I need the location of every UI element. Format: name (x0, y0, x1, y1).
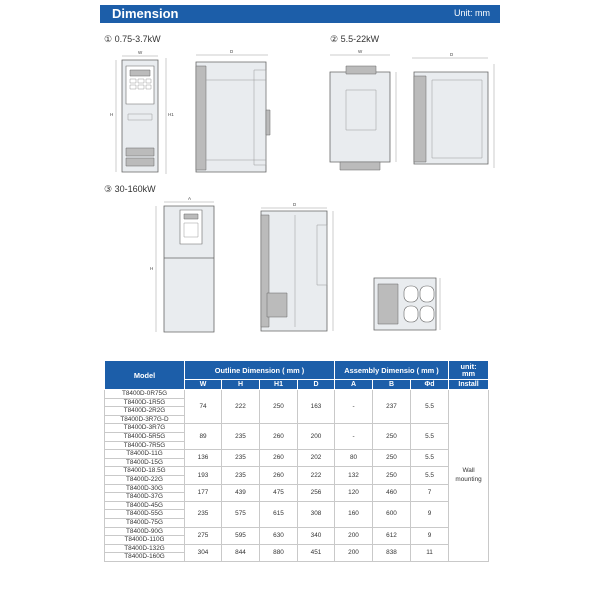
dimension-value-cell: 451 (298, 544, 335, 561)
install-method-cell: Wall mounting (449, 390, 489, 562)
dimension-value-cell: 74 (185, 390, 222, 424)
dimension-value-cell: 615 (260, 501, 298, 527)
unit-label: Unit: mm (454, 8, 490, 18)
table-row (105, 467, 489, 476)
col-d-header: D (298, 380, 335, 390)
model-cell: T8400D-18.5G (105, 467, 185, 476)
dimension-value-cell: 250 (260, 390, 298, 424)
a-dimension-label-large: A (188, 196, 192, 201)
dimension-value-cell: 5.5 (411, 467, 449, 484)
dimension-value-cell: 439 (222, 484, 260, 501)
col-b-header: B (373, 380, 411, 390)
model-cell: T8400D-45G (105, 501, 185, 510)
dimension-value-cell: 9 (411, 501, 449, 527)
dimension-table-body (105, 390, 489, 562)
table-row (105, 527, 489, 536)
dimension-value-cell: 80 (335, 450, 373, 467)
model-cell: T8400D-1R5G (105, 398, 185, 407)
dimension-value-cell: 5.5 (411, 424, 449, 450)
d-dimension-label-medium: D (450, 52, 454, 57)
model-cell: T8400D-30G (105, 484, 185, 493)
table-row (105, 484, 489, 493)
side-view-small (190, 50, 280, 175)
dimension-value-cell: 460 (373, 484, 411, 501)
dimension-value-cell: - (335, 390, 373, 424)
h1-dimension-label: H1 (168, 112, 174, 117)
model-cell: T8400D-15G (105, 458, 185, 467)
section-label-medium: ② 5.5-22kW (330, 34, 380, 44)
dimension-value-cell: 340 (298, 527, 335, 544)
col-a-header: A (335, 380, 373, 390)
dimension-value-cell: 235 (185, 501, 222, 527)
dimension-value-cell: 250 (373, 424, 411, 450)
dimension-value-cell: 160 (335, 501, 373, 527)
dimension-value-cell: 200 (298, 424, 335, 450)
col-h-header: H (222, 380, 260, 390)
model-cell: T8400D-55G (105, 510, 185, 519)
dimension-value-cell: 595 (222, 527, 260, 544)
model-cell: T8400D-75G (105, 518, 185, 527)
dimension-value-cell: 844 (222, 544, 260, 561)
model-cell: T8400D-160G (105, 553, 185, 562)
model-cell: T8400D-132G (105, 544, 185, 553)
dimension-value-cell: 600 (373, 501, 411, 527)
model-cell: T8400D-3R7G (105, 424, 185, 433)
model-cell: T8400D-7R5G (105, 441, 185, 450)
dimension-value-cell: 177 (185, 484, 222, 501)
col-w-header: W (185, 380, 222, 390)
table-row (105, 424, 489, 433)
col-install-header: Install (449, 380, 489, 390)
dimension-value-cell: 9 (411, 527, 449, 544)
dimension-value-cell: 256 (298, 484, 335, 501)
table-row (105, 544, 489, 553)
dimension-value-cell: 880 (260, 544, 298, 561)
section-label-large: ③ 30-160kW (104, 184, 156, 194)
dimension-value-cell: 235 (222, 450, 260, 467)
side-view-large (255, 202, 340, 333)
dimension-value-cell: 250 (373, 467, 411, 484)
dimension-value-cell: 163 (298, 390, 335, 424)
table-row (105, 501, 489, 510)
dimension-value-cell: 260 (260, 450, 298, 467)
dimension-value-cell: 235 (222, 467, 260, 484)
col-phid-header: Φd (411, 380, 449, 390)
dimension-value-cell: 5.5 (411, 450, 449, 467)
h-dimension-label: H (110, 112, 114, 117)
dimension-value-cell: 250 (373, 450, 411, 467)
dimension-value-cell: 11 (411, 544, 449, 561)
dimension-value-cell: 838 (373, 544, 411, 561)
model-cell: T8400D-110G (105, 536, 185, 545)
front-view-medium (320, 50, 405, 175)
h-dimension-label-large: H (150, 266, 154, 271)
front-view-small (108, 50, 173, 175)
dimension-value-cell: - (335, 424, 373, 450)
dimension-value-cell: 235 (222, 424, 260, 450)
dimension-value-cell: 275 (185, 527, 222, 544)
model-header: Model (105, 361, 185, 390)
model-cell: T8400D-22G (105, 475, 185, 484)
dimension-value-cell: 222 (298, 467, 335, 484)
table-row (105, 390, 489, 399)
outline-dimension-header: Outline Dimension ( mm ) (185, 361, 335, 380)
dimension-value-cell: 475 (260, 484, 298, 501)
dimension-value-cell: 200 (335, 544, 373, 561)
assembly-dimension-header: Assembly Dimensio ( mm ) (335, 361, 449, 380)
table-row (105, 450, 489, 459)
model-cell: T8400D-3R7G-D (105, 415, 185, 424)
page-header (100, 5, 500, 23)
model-cell: T8400D-0R75G (105, 390, 185, 399)
dimension-table (104, 360, 489, 562)
model-cell: T8400D-2R2G (105, 407, 185, 416)
dimension-value-cell: 200 (335, 527, 373, 544)
bottom-view-large (370, 272, 445, 334)
dimension-value-cell: 630 (260, 527, 298, 544)
dimension-value-cell: 575 (222, 501, 260, 527)
dimension-value-cell: 120 (335, 484, 373, 501)
dimension-value-cell: 222 (222, 390, 260, 424)
side-view-medium (408, 50, 500, 175)
dimension-value-cell: 193 (185, 467, 222, 484)
dimension-value-cell: 260 (260, 467, 298, 484)
page-title: Dimension (112, 6, 179, 21)
w-dimension-label-medium: W (358, 49, 363, 54)
dimension-value-cell: 136 (185, 450, 222, 467)
dimension-value-cell: 260 (260, 424, 298, 450)
dimension-value-cell: 237 (373, 390, 411, 424)
dimension-value-cell: 304 (185, 544, 222, 561)
dimension-value-cell: 202 (298, 450, 335, 467)
dimension-value-cell: 89 (185, 424, 222, 450)
model-cell: T8400D-11G (105, 450, 185, 459)
model-cell: T8400D-5R5G (105, 432, 185, 441)
model-cell: T8400D-90G (105, 527, 185, 536)
d-dimension-label-small: D (230, 49, 234, 54)
w-dimension-label: W (138, 50, 143, 55)
dimension-value-cell: 612 (373, 527, 411, 544)
dimension-value-cell: 308 (298, 501, 335, 527)
model-cell: T8400D-37G (105, 493, 185, 502)
section-label-small: ① 0.75-3.7kW (104, 34, 161, 44)
dimension-value-cell: 7 (411, 484, 449, 501)
front-view-large (150, 198, 225, 336)
col-h1-header: H1 (260, 380, 298, 390)
dimension-value-cell: 5.5 (411, 390, 449, 424)
d-dimension-label-large: D (293, 202, 297, 207)
unit-header: unit: mm (449, 361, 489, 380)
dimension-value-cell: 132 (335, 467, 373, 484)
